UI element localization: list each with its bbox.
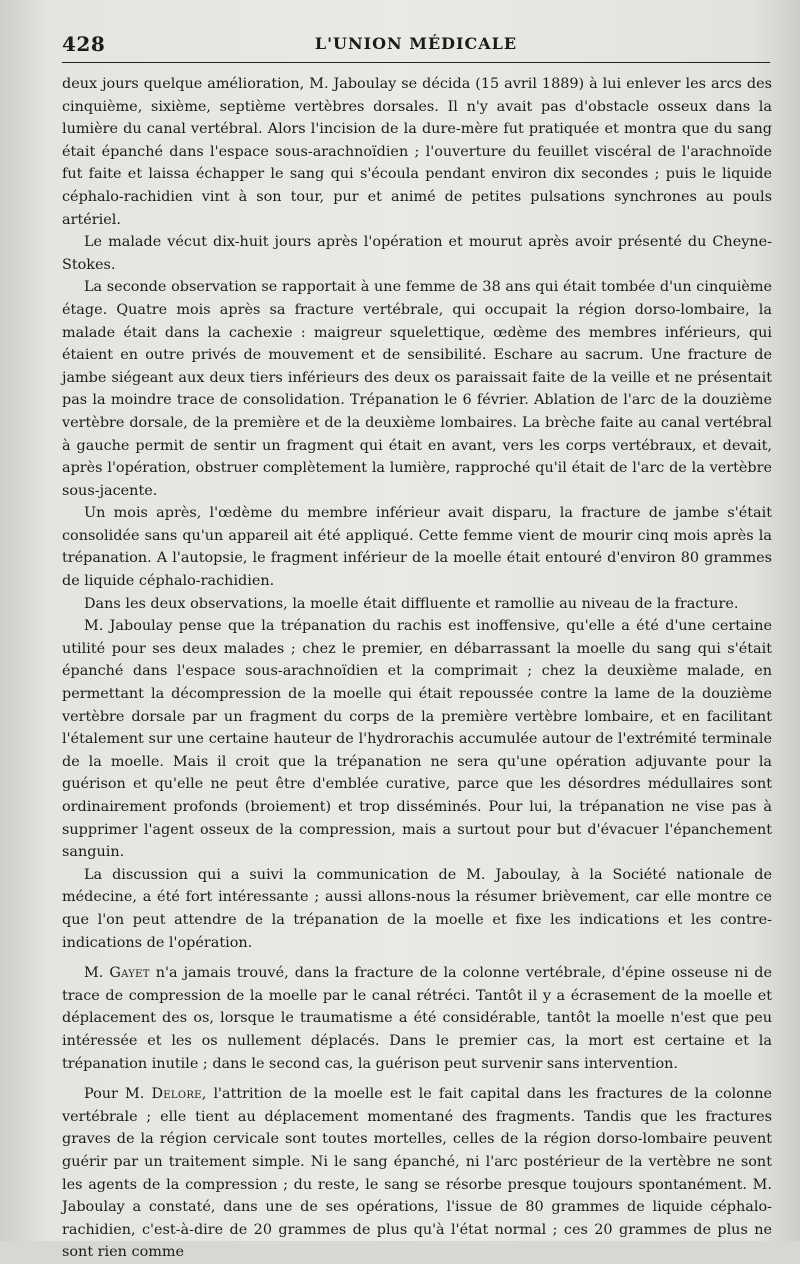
paragraph-9-text-b: , l'attrition de la moelle est le fait capital dans les fractures de la colonne vertébrale ; elle tient au déplacement momentané des fragments. Tandis que les fractures graves de la région cervicale sont toutes mortelles, celles de la région dorso-lombaire peuvent guérir par un traitement simple. Ni le sang épanché, ni l'arc postérieur de la vertèbre ne sont les agents de la compression ; du reste, le sang se résorbe presque toujours spontanément. M. Jaboulay a constaté, dans une de ses opérations, l'issue de 80 grammes de liquide céphalo-rachidien, c'est-à-dire de 20 grammes de plus qu'à l'état normal ; ces 20 grammes de plus ne sont rien comme xyxy=(62,1086,772,1261)
running-title: L'UNION MÉDICALE xyxy=(314,34,518,53)
page-number: 428 xyxy=(62,32,106,56)
author-name-gayet: Gayet xyxy=(109,965,150,982)
paragraph-8-text-a: M. xyxy=(84,965,110,982)
paragraph-9-text-a: Pour M. xyxy=(84,1086,152,1103)
paragraph-1-text: deux jours quelque amélioration, M. Jaboulay se décida (15 avril 1889) à lui enlever les arcs des cinquième, sixième, septième vertèbres dorsales. Il n'y avait pas d'obstacle osseux dans la lumière du canal vertébral. Alors l'incision de la dure-mère fut pratiquée et montra que du sang était épanché dans l'espace sous-arachnoïdien ; l'ouverture du feuillet viscéral de l'arachnoïde fut faite et laissa échapper le sang qui s'écoula pendant environ dix secondes ; puis le liquide céphalo-rachidien vint à son tour, pur et animé de petites pulsations synchrones au pouls artériel. xyxy=(62,76,772,228)
paragraph-7-text: La discussion qui a suivi la communication de M. Jaboulay, à la Société nationale de médecine, a été fort intéressante ; aussi allons-nous la résumer brièvement, car elle montre ce que l'on peut attendre de la trépanation de la moelle et fixe les indications et les contre-indications de l'opération. xyxy=(62,866,772,951)
paragraph-1 xyxy=(62,73,772,231)
article-body xyxy=(62,73,772,1264)
paragraph-7 xyxy=(62,864,772,954)
paragraph-3-text: La seconde observation se rapportait à une femme de 38 ans qui était tombée d'un cinquième étage. Quatre mois après sa fracture vertébrale, qui occupait la région dorso-lombaire, la malade était dans la cachexie : maigreur squelettique, œdème des membres inférieurs, qui étaient en outre privés de mouvement et de sensibilité. Eschare au sacrum. Une fracture de jambe siégeant aux deux tiers inférieurs des deux os paraissait faite de la veille et ne présentait pas la moindre trace de consolidation. Trépanation le 6 février. Ablation de l'arc de la douzième vertèbre dorsale, de la première et de la deuxième lombaires. La brèche faite au canal vertébral à gauche permit de sentir un fragment qui était en avant, vers les corps vertébraux, et devait, après l'opération, obstruer complètement la lumière, rapproché qu'il était de l'arc de la vertèbre sous-jacente. xyxy=(62,279,772,499)
page-header xyxy=(62,30,770,63)
paragraph-8-text-b: n'a jamais trouvé, dans la fracture de la colonne vertébrale, d'épine osseuse ni de trace de compression de la moelle par le canal rétréci. Tantôt il y a écrasement de la moelle et déplacement des os, lorsque le traumatisme a été considérable, tantôt la moelle n'est que peu intéressée et les os nullement déplacés. Dans le premier cas, la mort est certaine et la trépanation inutile ; dans le second cas, la guérison peut survenir sans intervention. xyxy=(62,965,772,1072)
paragraph-9 xyxy=(62,1083,772,1264)
paragraph-8 xyxy=(62,962,772,1075)
paragraph-4-text: Un mois après, l'œdème du membre inférieur avait disparu, la fracture de jambe s'était consolidée sans qu'un appareil ait été appliqué. Cette femme vient de mourir cinq mois après la trépanation. A l'autopsie, le fragment inférieur de la moelle était entouré d'environ 80 grammes de liquide céphalo-rachidien. xyxy=(62,505,772,590)
paragraph-5-text: Dans les deux observations, la moelle était diffluente et ramollie au niveau de la fracture. xyxy=(84,595,739,612)
paragraph-6 xyxy=(62,615,772,864)
paragraph-2 xyxy=(62,231,772,276)
paragraph-4 xyxy=(62,502,772,592)
paragraph-6-text: M. Jaboulay pense que la trépanation du rachis est inoffensive, qu'elle a été d'une certaine utilité pour ses deux malades ; chez le premier, en débarrassant la moelle du sang qui s'était épanché dans l'espace sous-arachnoïdien et la comprimait ; chez la deuxième malade, en permettant la décompression de la moelle qui était repoussée contre la lame de la douzième vertèbre dorsale par un fragment du corps de la première vertèbre lombaire, et en facilitant l'étalement sur une certaine hauteur de l'hydrorachis accumulée autour de l'extrémité terminale de la moelle. Mais il croit que la trépanation ne sera qu'une opération adjuvante pour la guérison et qu'elle ne peut être d'emblée curative, parce que les désordres médullaires sont ordinairement profonds (broiement) et trop disséminés. Pour lui, la trépanation ne vise pas à supprimer l'agent osseux de la compression, mais a surtout pour but d'évacuer l'épanchement sanguin. xyxy=(62,618,772,861)
paragraph-3 xyxy=(62,276,772,502)
paragraph-2-text: Le malade vécut dix-huit jours après l'opération et mourut après avoir présenté du Cheyne-Stokes. xyxy=(62,234,772,273)
author-name-delore: Delore xyxy=(151,1086,202,1103)
paragraph-5 xyxy=(62,593,772,616)
